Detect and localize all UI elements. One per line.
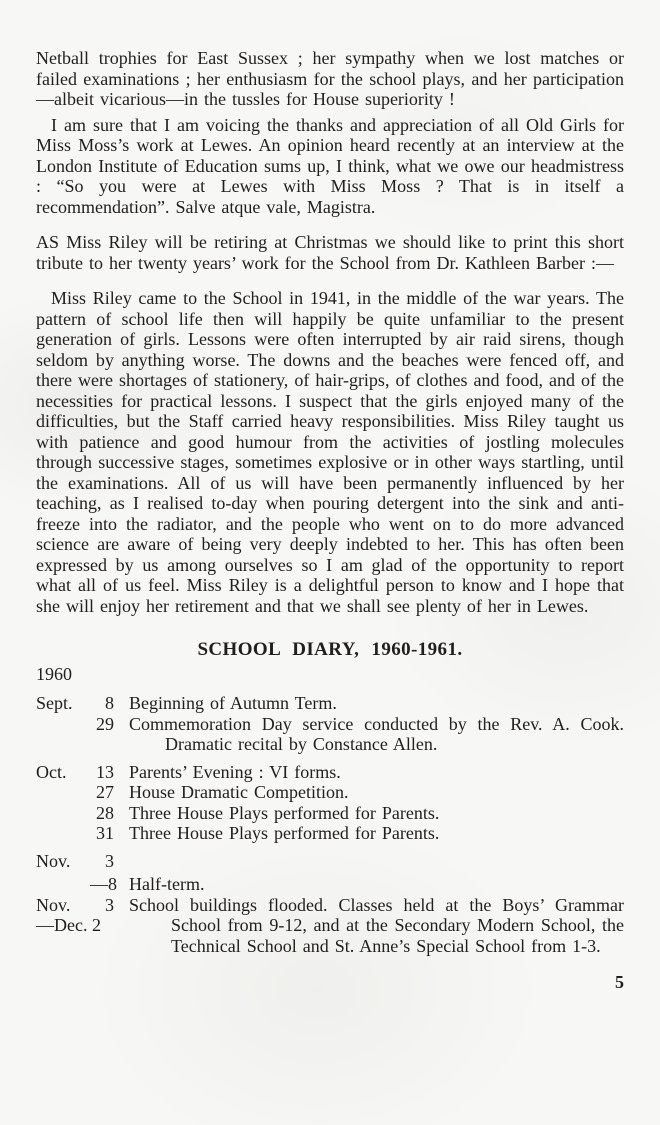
diary-month-range — [36, 895, 114, 936]
paragraph-riley-tribute: Miss Riley came to the School in 1941, in the middle of the war years. The pattern of school life then will happily be quite unfamiliar to the present generation of girls. Lessons were often interrupted by air raid sirens, though seldom by anything worse. The downs and the beaches were fenced off, and there were shortages of stationery, of hair-grips, of clothes and food, and of the necessities for practical lessons. I suspect that the girls enjoyed many of the difficulties, but the Staff carried heavy responsibilities. Miss Riley taught us with patience and good humour from the activities of jostling molecules through successive stages, sometimes explosive or in other ways startling, until the examinations. All of us will have been permanently influenced by her teaching, as I realised to-day when pouring detergent into the sink and anti-freeze into the radiator, and the people who went on to do more advanced science are aware of being very deeply indebted to her. This has often been expressed by us among ourselves so I am glad of the opportunity to report what all of us feel. Miss Riley is a delightful person to know and I hope that she will enjoy her retirement and that we shall see plenty of her in Lewes. — [36, 288, 624, 616]
diary-day: 27 — [96, 782, 114, 802]
diary-month: Sept. — [36, 693, 73, 713]
diary-entry — [36, 693, 624, 714]
diary-entry — [36, 803, 624, 824]
diary-text: Beginning of Autumn Term. — [129, 693, 337, 713]
diary-text: School buildings flooded. Classes held at the Boys’ Grammar School from 9-12, and at the Secondary Modern School, the Technical School and St. Anne’s Special School from 1-3. — [129, 894, 624, 956]
diary-entry — [36, 874, 624, 895]
diary-day: 29 — [96, 713, 114, 734]
diary-month: Nov. — [36, 894, 71, 915]
diary-text: Three House Plays performed for Parents. — [129, 823, 440, 843]
diary-entry — [36, 895, 624, 957]
diary-title: SCHOOL DIARY, 1960-1961. — [197, 639, 463, 660]
diary-entry — [36, 762, 624, 783]
diary-day: 28 — [96, 802, 114, 823]
diary-month: Nov. — [36, 850, 71, 871]
diary-day: 31 — [96, 823, 114, 843]
diary-day: 3 — [105, 894, 114, 915]
page-number: 5 — [615, 972, 624, 992]
diary-day: 3 — [105, 850, 114, 871]
paragraph-riley-retiring: AS Miss Riley will be retiring at Christmas we should like to print this short tribute to her twenty years’ work for the School from Dr. Kathleen Barber :— — [36, 232, 624, 273]
diary-year-label: 1960 — [36, 663, 72, 684]
paragraph-netball-trophies: Netball trophies for East Sussex ; her sympathy when we lost matches or failed examinations ; her enthusiasm for the school plays, and her participation—albeit vicarious—in the tussles for House superiority ! — [36, 48, 624, 109]
diary-text: Three House Plays performed for Parents. — [129, 802, 440, 823]
diary-text: House Dramatic Competition. — [129, 782, 349, 802]
diary-day: 13 — [96, 761, 114, 782]
diary-entry — [36, 851, 624, 872]
diary-entry — [36, 714, 624, 755]
diary-text: Commemoration Day service conducted by the Rev. A. Cook. Dramatic recital by Constance Allen. — [129, 713, 624, 754]
diary-day: 8 — [105, 693, 114, 713]
diary-text: Half-term. — [129, 874, 205, 894]
diary-entry — [36, 782, 624, 803]
diary-text: Parents’ Evening : VI forms. — [129, 761, 341, 782]
diary-entry — [36, 823, 624, 844]
paragraph-miss-moss-thanks: I am sure that I am voicing the thanks and appreciation of all Old Girls for Miss Moss’s work at Lewes. An opinion heard recently at an interview at the London Institute of Education sums up, I think, what we owe our headmistress : “So you were at Lewes with Miss Moss ? That is in itself a recommendation”. Salve atque vale, Magistra. — [36, 114, 624, 217]
diary-month-continuation: —Dec. 2 — [36, 915, 101, 935]
diary-month: Oct. — [36, 761, 67, 782]
diary-day: —8 — [90, 874, 117, 894]
diary-text — [129, 851, 624, 872]
